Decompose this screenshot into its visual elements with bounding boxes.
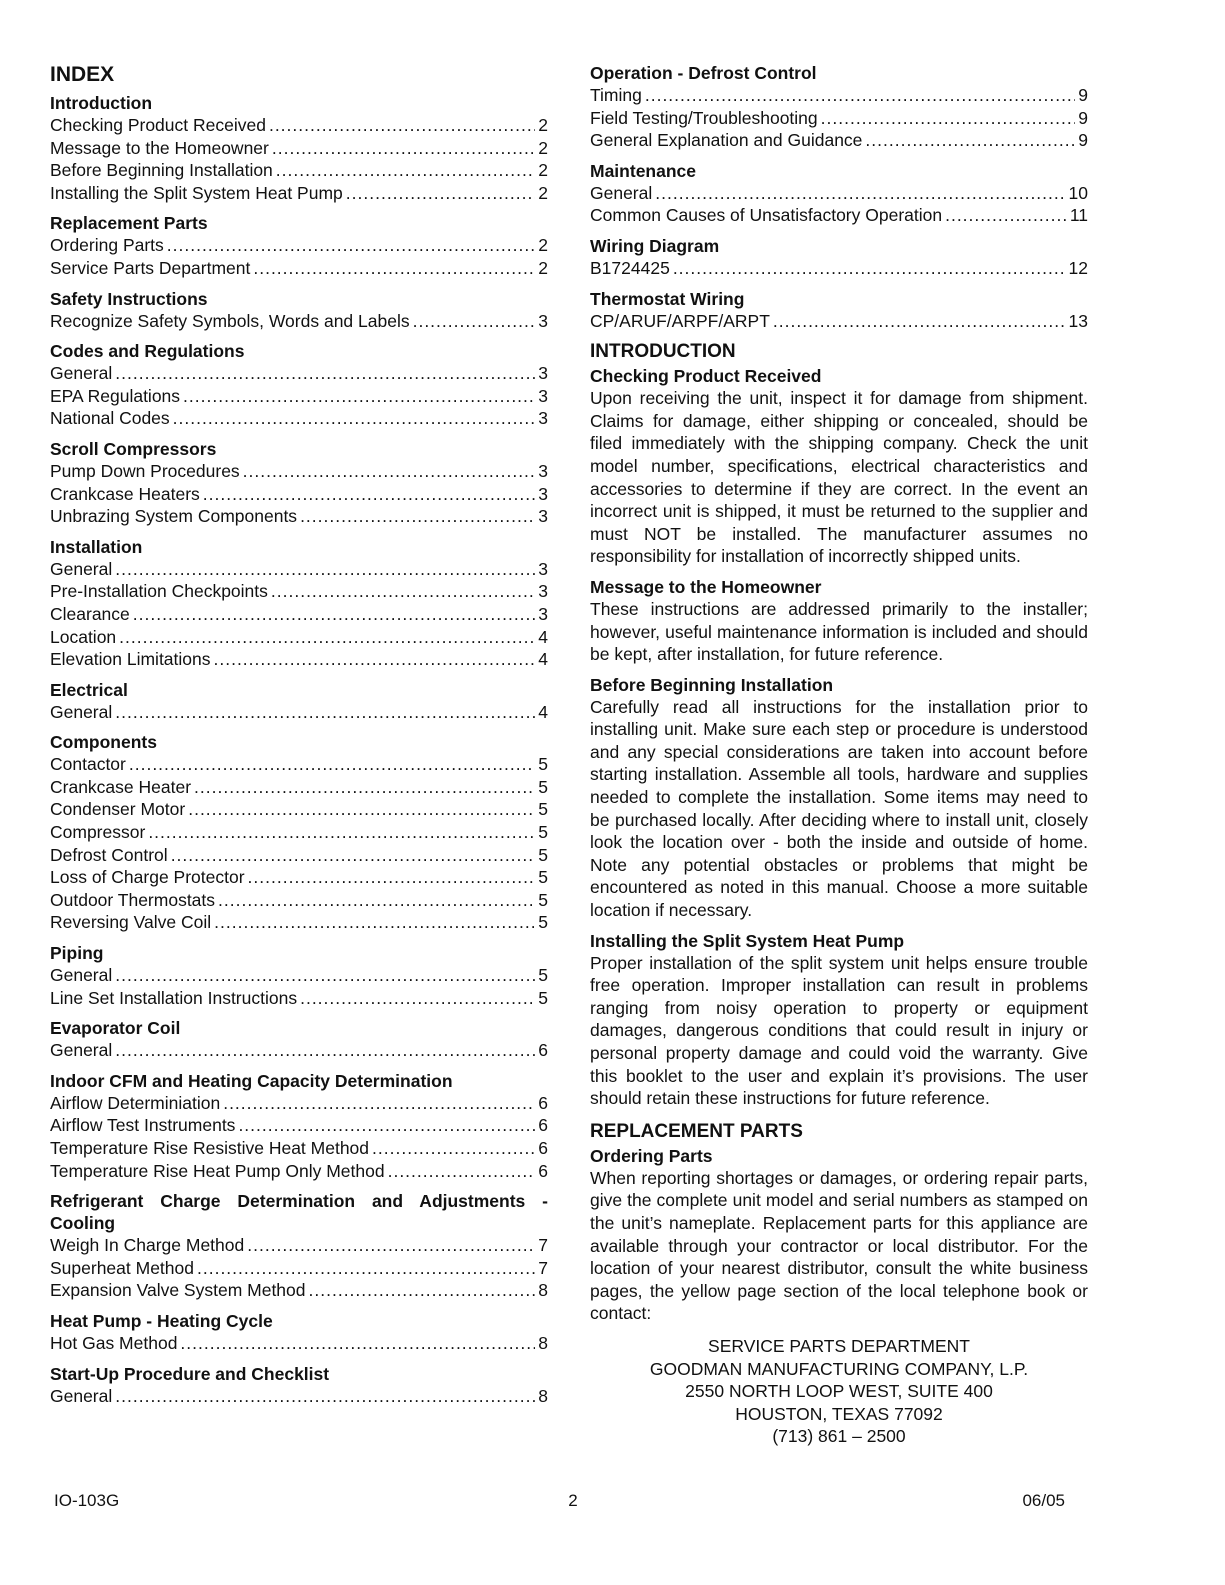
toc-section [50, 1190, 548, 1302]
toc-entry [50, 580, 548, 603]
toc-entry-label: Checking Product Received [50, 115, 266, 135]
toc-entry [50, 310, 548, 333]
toc-entry-page: 9 [1078, 130, 1088, 151]
toc-entry-page: 7 [538, 1257, 548, 1278]
toc-entry-label: Weigh In Charge Method [50, 1235, 245, 1256]
toc-section [50, 536, 548, 671]
toc-entry [50, 182, 548, 205]
toc-entry-label: Expansion Valve System Method [50, 1280, 306, 1301]
toc-entry [50, 866, 548, 889]
toc-entry-page: 6 [538, 1092, 548, 1113]
toc-entry-page: 3 [538, 363, 548, 384]
toc-entry-page: 7 [538, 1235, 548, 1256]
toc-entry-label: Loss of Charge Protector [50, 867, 245, 888]
toc-dot-leader [115, 558, 535, 581]
toc-section-title: Start-Up Procedure and Checklist [50, 1363, 330, 1384]
toc-dot-leader [115, 362, 535, 385]
toc-entry [50, 603, 548, 626]
toc-entry-label: Recognize Safety Symbols, Words and Labels [50, 310, 410, 331]
toc-dot-leader [413, 310, 535, 333]
toc-entry [50, 648, 548, 671]
toc-dot-leader [194, 776, 535, 799]
toc-section-title: Safety Instructions [50, 288, 208, 309]
toc-section [590, 62, 1088, 152]
toc-entry [50, 1279, 548, 1302]
before-installation-title: Before Beginning Installation [590, 674, 834, 695]
toc-dot-leader [197, 1257, 535, 1280]
toc-entry [590, 84, 1088, 107]
toc-entry-page: 9 [1078, 107, 1088, 128]
toc-entry [50, 1385, 548, 1408]
toc-entry-label: Common Causes of Unsatisfactory Operation [590, 205, 943, 226]
toc-dot-leader [173, 407, 535, 430]
toc-dot-leader [203, 483, 535, 506]
toc-dot-leader [218, 889, 535, 912]
toc-entry-label: Hot Gas Method [50, 1332, 178, 1353]
toc-entry-page: 5 [538, 867, 548, 888]
ordering-parts-text: When reporting shortages or damages, or ordering repair parts, give the complete unit model and serial numbers as stamped on the unit’s nameplate. Replacement parts for this appliance are available through your contractor or local distributor. For the location of your nearest distributor, consult the white business pages, the yellow page section of the local telephone book or contact: [590, 1167, 1088, 1324]
toc-dot-leader [148, 821, 535, 844]
toc-dot-leader [115, 1039, 535, 1062]
toc-dot-leader [300, 987, 535, 1010]
toc-entry [50, 753, 548, 776]
toc-dot-leader [115, 964, 535, 987]
toc-entry-label: Field Testing/Troubleshooting [590, 107, 818, 128]
address-line: GOODMAN MANUFACTURING COMPANY, L.P. [649, 1358, 1029, 1379]
toc-section-title: Electrical [50, 679, 128, 700]
toc-entry-page: 11 [1069, 205, 1088, 226]
replacement-parts-heading: REPLACEMENT PARTS [590, 1120, 803, 1142]
toc-dot-leader [645, 84, 1075, 107]
toc-entry [50, 505, 548, 528]
toc-entry-label: Airflow Determiniation [50, 1092, 221, 1113]
toc-dot-leader [372, 1137, 535, 1160]
toc-entry-page: 10 [1068, 182, 1088, 203]
toc-entry-label: Message to the Homeowner [50, 137, 269, 158]
toc-dot-leader [115, 1385, 535, 1408]
toc-section-title: Installation [50, 536, 143, 557]
toc-entry-label: Timing [590, 85, 642, 105]
toc-entry-label: Location [50, 626, 117, 647]
toc-section-title: Introduction [50, 93, 153, 113]
toc-entry-label: General [50, 701, 113, 722]
introduction-heading: INTRODUCTION [590, 341, 736, 363]
toc-dot-leader [673, 257, 1066, 280]
toc-entry-page: 4 [538, 649, 548, 670]
toc-entry-label: B1724425 [590, 257, 670, 278]
toc-section-title: Scroll Compressors [50, 438, 217, 459]
toc-entry-label: Installing the Split System Heat Pump [50, 182, 343, 203]
toc-section [50, 1070, 548, 1182]
toc-section [50, 288, 548, 333]
toc-dot-leader [248, 866, 535, 889]
toc-dot-leader [271, 580, 535, 603]
toc-entry-page: 3 [538, 558, 548, 579]
toc-entry-label: Elevation Limitations [50, 649, 211, 670]
toc-entry-label: Service Parts Department [50, 257, 251, 278]
toc-section [590, 160, 1088, 227]
toc-dot-leader [272, 137, 535, 160]
toc-entry-page: 3 [538, 385, 548, 406]
ordering-parts-title: Ordering Parts [590, 1145, 713, 1166]
toc-entry-label: Crankcase Heater [50, 776, 192, 797]
toc-entry-label: Outdoor Thermostats [50, 889, 216, 910]
toc-entry-page: 5 [538, 965, 548, 986]
toc-entry-label: Crankcase Heaters [50, 483, 200, 504]
toc-entry [50, 987, 548, 1010]
toc-dot-leader [247, 1234, 535, 1257]
toc-entry [50, 911, 548, 934]
installing-heat-pump-text: Proper installation of the split system unit helps ensure trouble free operation. Improper installation can result in problems ranging from noisy operation to property or equipment damages, dangerous conditions that could result in injury or personal property damage and could void the warranty. Give this booklet to the user and explain it’s provisions. The user should retain these instructions for future reference. [590, 952, 1088, 1109]
toc-section [50, 340, 548, 430]
toc-entry [50, 1160, 548, 1183]
address-line: HOUSTON, TEXAS 77092 [735, 1403, 943, 1424]
toc-entry-page: 3 [538, 483, 548, 504]
toc-section [50, 731, 548, 934]
toc-entry-page: 5 [538, 844, 548, 865]
toc-entry [50, 159, 548, 182]
toc-section [590, 288, 1088, 333]
toc-entry-label: General Explanation and Guidance [590, 130, 863, 151]
toc-entry-page: 5 [538, 799, 548, 820]
toc-entry-page: 8 [538, 1385, 548, 1406]
toc-entry-label: Temperature Rise Resistive Heat Method [50, 1138, 370, 1158]
toc-dot-leader [183, 385, 535, 408]
toc-entry-page: 3 [538, 460, 548, 481]
message-homeowner-text: These instructions are addressed primarily to the installer; however, useful maintenance information is included and should be kept, after installation, for future reference. [590, 598, 1088, 665]
right-column [590, 62, 1088, 1448]
toc-dot-leader [223, 1092, 535, 1115]
toc-dot-leader [171, 844, 535, 867]
toc-entry-label: General [50, 1385, 113, 1406]
toc-entry-label: General [590, 182, 653, 203]
toc-entry [50, 407, 548, 430]
toc-entry-label: Before Beginning Installation [50, 160, 273, 181]
toc-entry-page: 3 [538, 603, 548, 624]
toc-dot-leader [238, 1114, 535, 1137]
toc-section-title: Heat Pump - Heating Cycle [50, 1310, 273, 1331]
toc-entry [50, 1234, 548, 1257]
toc-entry [590, 129, 1088, 152]
toc-entry-page: 5 [538, 889, 548, 910]
toc-section-title: Refrigerant Charge Determination and Adjustments - Cooling [50, 1191, 548, 1234]
toc-entry [50, 460, 548, 483]
toc-entry-page: 8 [538, 1332, 548, 1353]
toc-entry-label: Reversing Valve Coil [50, 912, 212, 933]
toc-entry [50, 776, 548, 799]
toc-entry [50, 964, 548, 987]
toc-entry-label: Compressor [50, 822, 146, 843]
toc-entry-label: General [50, 558, 113, 579]
toc-entry-label: Defrost Control [50, 844, 168, 865]
index-toc-right [590, 62, 1088, 332]
toc-entry-label: Superheat Method [50, 1257, 194, 1278]
toc-dot-leader [388, 1160, 535, 1183]
toc-entry-page: 6 [538, 1138, 548, 1158]
toc-section-title: Components [50, 732, 157, 753]
toc-entry-page: 2 [538, 235, 548, 256]
footer-doc-code: IO-103G [54, 1491, 120, 1510]
toc-entry-label: General [50, 1040, 113, 1061]
toc-entry [50, 1092, 548, 1115]
toc-section-title: Thermostat Wiring [590, 288, 745, 309]
address-line: 2550 NORTH LOOP WEST, SUITE 400 [685, 1381, 993, 1402]
toc-dot-leader [276, 159, 535, 182]
toc-entry-page: 3 [538, 310, 548, 331]
toc-dot-leader [773, 310, 1066, 333]
toc-entry [50, 844, 548, 867]
toc-section-title: Evaporator Coil [50, 1018, 181, 1039]
toc-section-title: Indoor CFM and Heating Capacity Determination [50, 1070, 453, 1091]
toc-entry-page: 8 [538, 1280, 548, 1301]
toc-entry [50, 626, 548, 649]
toc-entry-page: 5 [538, 822, 548, 843]
toc-entry-label: CP/ARUF/ARPF/ARPT [590, 310, 770, 331]
toc-entry-label: Line Set Installation Instructions [50, 987, 298, 1008]
toc-section [590, 235, 1088, 280]
checking-product-text: Upon receiving the unit, inspect it for damage from shipment. Claims for damage, either shipping or concealed, should be filed immediately with the shipping company. Check the unit model number, specifications, electrical characteristics and accessories to determine if they are correct. In the event an incorrect unit is shipped, it must be returned to the supplier and must NOT be installed. The manufacturer assumes no responsibility for installation of incorrectly shipped units. [590, 388, 1088, 567]
toc-entry-label: EPA Regulations [50, 385, 181, 406]
toc-entry-label: Ordering Parts [50, 235, 164, 256]
index-title: INDEX [50, 63, 115, 86]
toc-dot-leader [253, 257, 535, 280]
toc-entry-page: 6 [538, 1115, 548, 1136]
toc-entry-page: 5 [538, 987, 548, 1008]
toc-section-title: Piping [50, 943, 104, 964]
toc-dot-leader [243, 460, 535, 483]
toc-entry-label: Airflow Test Instruments [50, 1115, 236, 1136]
toc-entry-page: 9 [1078, 85, 1088, 105]
toc-dot-leader [180, 1332, 535, 1355]
before-installation-text: Carefully read all instructions for the installation prior to installing unit. Make sure each step or procedure is understood and any special considerations are taken into account before starting installation. Assemble all tools, hardware and supplies needed to complete the installation. Some items may need to be purchased locally. After deciding where to install unit, closely look the location over - both the inside and outside of home. Note any potential obstacles or problems that might be encountered as noted in this manual. Choose a more suitable location if necessary. [590, 696, 1088, 921]
checking-product-title: Checking Product Received [590, 366, 822, 387]
toc-entry [50, 362, 548, 385]
toc-entry-page: 6 [538, 1160, 548, 1181]
address-line: SERVICE PARTS DEPARTMENT [708, 1335, 970, 1356]
toc-entry-page: 6 [538, 1040, 548, 1061]
toc-section [50, 1363, 548, 1408]
toc-entry-label: General [50, 965, 113, 986]
toc-section [50, 1017, 548, 1062]
toc-entry [50, 114, 548, 137]
toc-entry-page: 4 [538, 701, 548, 722]
toc-entry [50, 1039, 548, 1062]
toc-dot-leader [119, 626, 535, 649]
toc-entry-label: Condenser Motor [50, 799, 186, 820]
toc-section [50, 679, 548, 724]
toc-entry [50, 385, 548, 408]
phone-number: (713) 861 – 2500 [772, 1426, 906, 1447]
footer-page-number: 2 [568, 1491, 578, 1510]
toc-entry-page: 13 [1068, 310, 1088, 331]
toc-entry-page: 2 [538, 137, 548, 158]
toc-entry-page: 5 [538, 776, 548, 797]
toc-dot-leader [269, 114, 535, 137]
toc-entry-label: National Codes [50, 408, 170, 429]
toc-section-title: Wiring Diagram [590, 235, 720, 256]
toc-dot-leader [300, 505, 535, 528]
toc-entry [590, 107, 1088, 130]
toc-entry-label: Clearance [50, 603, 130, 624]
toc-entry [50, 483, 548, 506]
toc-dot-leader [129, 753, 535, 776]
toc-entry-page: 3 [538, 408, 548, 429]
toc-entry [590, 204, 1088, 227]
toc-section-title: Codes and Regulations [50, 341, 245, 362]
toc-dot-leader [133, 603, 535, 626]
toc-entry-label: Unbrazing System Components [50, 506, 298, 527]
footer-date: 06/05 [1022, 1491, 1065, 1510]
toc-dot-leader [865, 129, 1075, 152]
toc-entry-page: 12 [1068, 257, 1088, 278]
toc-section-title: Maintenance [590, 160, 696, 181]
toc-entry [590, 182, 1088, 205]
toc-entry [50, 701, 548, 724]
toc-entry [50, 1137, 548, 1160]
toc-entry [50, 1332, 548, 1355]
toc-section [50, 212, 548, 279]
toc-dot-leader [346, 182, 535, 205]
toc-entry-label: Temperature Rise Heat Pump Only Method [50, 1160, 385, 1181]
toc-dot-leader [214, 911, 535, 934]
toc-entry-page: 2 [538, 115, 548, 135]
toc-section [50, 1310, 548, 1355]
toc-section-title: Replacement Parts [50, 213, 208, 234]
toc-entry-page: 5 [538, 754, 548, 775]
toc-dot-leader [115, 701, 535, 724]
toc-entry-page: 3 [538, 581, 548, 602]
message-homeowner-title: Message to the Homeowner [590, 576, 822, 597]
toc-entry [590, 257, 1088, 280]
toc-entry [590, 310, 1088, 333]
index-left-column [50, 62, 548, 1415]
toc-entry-page: 5 [538, 912, 548, 933]
toc-entry [50, 1257, 548, 1280]
toc-section [50, 438, 548, 528]
toc-entry [50, 798, 548, 821]
toc-dot-leader [167, 234, 535, 257]
toc-entry [50, 257, 548, 280]
toc-entry-label: Pump Down Procedures [50, 460, 240, 481]
toc-entry [50, 234, 548, 257]
toc-entry [50, 137, 548, 160]
index-toc-left [50, 92, 548, 1407]
toc-dot-leader [655, 182, 1065, 205]
toc-section [50, 92, 548, 204]
toc-dot-leader [188, 798, 535, 821]
toc-dot-leader [945, 204, 1067, 227]
installing-heat-pump-title: Installing the Split System Heat Pump [590, 930, 905, 951]
toc-section [50, 942, 548, 1009]
toc-dot-leader [214, 648, 536, 671]
toc-dot-leader [309, 1279, 535, 1302]
toc-section-title: Operation - Defrost Control [590, 63, 817, 83]
toc-entry [50, 889, 548, 912]
toc-entry [50, 558, 548, 581]
toc-entry-page: 2 [538, 160, 548, 181]
toc-entry-label: Contactor [50, 754, 126, 775]
toc-entry-page: 2 [538, 182, 548, 203]
toc-entry [50, 1114, 548, 1137]
toc-entry-page: 3 [538, 506, 548, 527]
toc-entry-page: 2 [538, 257, 548, 278]
toc-entry-page: 4 [538, 626, 548, 647]
toc-entry-label: Pre-Installation Checkpoints [50, 581, 268, 602]
toc-dot-leader [821, 107, 1075, 130]
service-parts-address [590, 1335, 1088, 1448]
toc-entry [50, 821, 548, 844]
toc-entry-label: General [50, 363, 113, 384]
